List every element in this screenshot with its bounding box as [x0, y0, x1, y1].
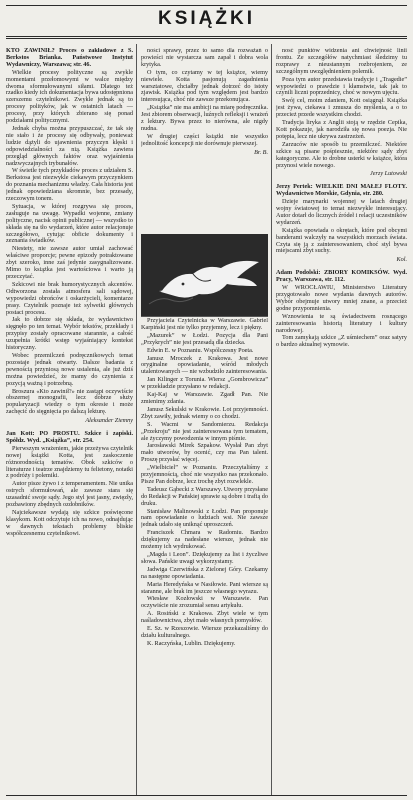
paragraph: Broszura «Kto zawinił?» nie zastąpi oczywiście obszernej monografii, lecz dobrze służy popularyzacji wiedzy o tym okresie i może zachęcić do sięgnięcia po dalszą lekturę. [6, 387, 133, 416]
column-2-letters [141, 318, 268, 796]
author-signature: Br. B. [254, 148, 268, 156]
review-heading: Adam Podolski: ZBIORY KOMIKSÓW. Wyd. Pracy, Warszawa, str. 112. [276, 269, 407, 284]
paragraph: Poza tym autor przedstawia tradycje i „Tragedie” wypowiedzi o prawdzie i kłamstwie, tak jak to czynili liczni poprzednicy, choć w nowym ujęciu. [276, 75, 407, 97]
paragraph: Szkicowi nie brak humorystycznych akcentów. Odtworzona została atmosfera sali sądowej, wypowiedzi obrońców i oskarżycieli, komentarze prasy. Czytelnik poznaje też sylwetki głównych postaci procesu. [6, 280, 133, 316]
column-3 [276, 48, 407, 796]
review-heading: KTO ZAWINIŁ? Proces o zakładowe z S. Berkstos Brianka. Państwowe Instytut Wydawniczy, Warszawa; str. 46. [6, 48, 133, 68]
masthead-double-rule [6, 38, 407, 39]
masthead-top-rule [6, 5, 407, 6]
letter-reply: Wiesław Kozłowski w Warszawie. Pan oczywiście nie zrozumiał sensu artykułu. [141, 595, 268, 610]
paragraph: Sytuacja, w której rozgrywa się proces, zasługuje na uwagę. Wypadki wojenne, zmiany polityczne, nacisk opinii publicznej — wszystko to składa się na tło wydarzeń, które autor relacjonuje szczegółowo, cytując obficie dokumenty i zeznania świadków. [6, 202, 133, 245]
paragraph: Swój cel, moim zdaniem, Kott osiągnął. Książka jest żywa, ciekawa i zmusza do myślenia, a o to przecież przede wszystkim chodzi. [276, 97, 407, 119]
paragraph: Tom zamykają szkice „Z uśmiechem” oraz satyry o bardzo aktualnej wymowie. [276, 334, 407, 349]
paragraph: Wielkie procesy polityczne są zwykle momentami przełomowymi w walce między dwoma sformułowanymi siłami. Dlatego też rzadko kiedy ich dokumentacja bywa udostępniona szerszemu czytelnikowi. Zwykle jednak są to procesy polityków, jak w ostatnich latach — procesy, przy których zbierano się ponad podziałami politycznymi. [6, 68, 133, 125]
letter-reply: S. Wacmi w Sandomierzu. Redakcja „Przekroju” nie jest zainteresowana tym tematem, ale życzymy powodzenia w innym piśmie. [141, 420, 268, 442]
paragraph: Książka opowiada o okrętach, które pod obcymi banderami walczyły na wszystkich morzach świata. Czyta się ją z zainteresowaniem, choć styl bywa miejscami zbyt suchy. [276, 226, 407, 255]
paragraph: Jednak chyba można przypuszczać, że tak się nie stało i że procesy się odbywały, ponieważ ludzie dążyli do ujawnienia przyczyn klęski i odpowiedzialności za nią. Książka zawiera przegląd głównych faktów oraz wyjaśnienia nadzwyczajnych trybunałów. [6, 124, 133, 167]
paragraph: W świetle tych przykładów proces z udziałem S. Berkstosa jest niezwykle ciekawym przyczynkiem do poznania mechanizmu władzy. Cała historia jest jednak opowiedziana skromnie, bez przesady, rzeczowym tonem. [6, 167, 133, 203]
paragraph: „Książka” nie ma ambicji na miarę podręcznika. Jest zbiorem obserwacji, luźnych refleksji i wrażeń z lektury. Bywa przez to nierówna, ale nigdy nudna. [141, 104, 268, 132]
page-title: KSIĄŻKI [158, 8, 255, 29]
paragraph: Tradycja liryka z Anglii stoją w rzędzie Cepika, Kott pokazuje, jak narodziła się nowa poezja. Nie potępia, lecz nie ukrywa zastrzeżeń. [276, 119, 407, 140]
paragraph: W drugiej części książki nie wszystko jednolitość koncepcji nie dorównuje pierwszej. [141, 132, 268, 147]
letter-reply: Tadeusz Gąbecki z Warszawy. Utwory przysłane do Redakcji w Pańskiej sprawie są dobre i trafią do druku. [141, 485, 268, 507]
column-divider [136, 44, 137, 796]
letter-reply: „Wielbiciel” w Poznaniu. Przeczytaliśmy z przyjemnością, choć nie wszystko nas przekonało. Pisze Pan dobrze, lecz trochę zbyt rozwlekle. [141, 464, 268, 485]
review-heading: Jerzy Pertek: WIELKIE DNI MAŁEJ FLOTY. Wydawnictwo Morskie, Gdynia, str. 280. [276, 183, 407, 198]
author-signature: Jerzy Lutowski [370, 170, 407, 178]
paragraph: Autor pisze żywo i z temperamentem. Nie unika ostrych sformułowań, ale zawsze stara się uzasadnić swoje sądy. Jego styl jest jasny, zwięzły, pozbawiony zbędnych ozdobników. [6, 480, 133, 509]
paragraph: O tym, co czytamy w tej książce, wiemy niewiele. Kotta pasjonują zagadnienia warsztatowe, chciałby jednak dotrzeć do istoty zjawisk. Książka pod tym względem jest bardzo interesująca, choć nie zawsze przekonująca. [141, 68, 268, 104]
column-1 [6, 48, 133, 796]
letter-reply: Przyjaciela Czytelnicka w Warszawie. Gabriel Karpiński jest nie tylko przyjemny, lecz i piękny. [141, 318, 268, 331]
masthead-bottom-rule [6, 36, 407, 37]
paragraph: ności sprawy, przez to samo dla rozważań o powieści nie wystarcza sam zapał i dobra wola krytyka. [141, 48, 268, 68]
paragraph: Pierwszym wrażeniem, jakie przeżywa czytelnik nowej książki Kotta, jest zaskoczenie różnorodnością tematów. Obok szkiców o literaturze i teatrze znajdziemy tu felietony, notatki z podróży i polemiki. [6, 444, 133, 480]
paragraph: Wobec przemilczeń podręcznikowych temat pozostaje jednak otwarty. Dalsze badania z pewnością przyniosą nowe ustalenia, ale już dziś można powiedzieć, że mamy do czynienia z pozycją ważną i potrzebną. [6, 351, 133, 387]
letter-reply: Kaj-Kaj w Warszawie. Zgadł Pan. Nie zmienimy zdania. [141, 391, 268, 405]
letter-reply: „Mazurek” w Łodzi. Pozycja dla Pani „Przykrych” nie jest przesadą dla dziecka. [141, 331, 268, 346]
paragraph: Zarzuców nie sposób tu przemilczeć. Niektóre szkice są pisane pośpiesznie, niektóre sądy zbyt kategoryczne. Ale to drobne usterki w książce, która przynosi wiele nowego. [276, 140, 407, 169]
letter-reply: Stanisław Malinowski z Łodzi. Pan proponuje nam opowiadanie o ludziach wsi. Nie zawsze jednak udało się uniknąć uproszczeń. [141, 507, 268, 529]
paragraph: Najciekawsze wydają się szkice poświęcone klasykom. Kott odczytuje ich na nowo, odnajdując w dawnych tekstach problemy bliskie współczesnemu czytelnikowi. [6, 509, 133, 537]
letter-reply: Janusz Sekulski w Krakowie. Lot przyjemności. Zbyt zawiły, jednak wiemy o co chodzi. [141, 405, 268, 420]
letter-reply: E. Sz. w Rzeszowie. Wiersze przekazaliśmy do działu kulturalnego. [141, 625, 268, 639]
paragraph: W WROCŁAWIU, Ministerstwo Literatury przygotowało nowe wydania dawnych autorów. Wybór obejmuje utwory mniej znane, a przecież godne przypomnienia. [276, 284, 407, 312]
letter-reply: Janusz Mroczek z Krakowa. Jest nowe oryginalne opowiadanie, wśród młodych utalentowanych — nie wzbudziło zainteresowania. [141, 354, 268, 376]
section-divider [141, 316, 268, 317]
letter-reply: Maria Heredyńska w Nasiłowie. Pani wiersze są staranne, ale brak im jeszcze własnego wyrazu. [141, 580, 268, 595]
letter-reply: Jadwiga Czerwińska z Zielonej Góry. Czekamy na następne opowiadania. [141, 565, 268, 580]
letter-reply: Franciszek Chmara w Radomiu. Bardzo dziękujemy za nadesłane wiersze, jednak nie możemy ich wydrukować. [141, 529, 268, 551]
letter-reply: K. Raczyńska, Lublin. Dziękujemy. [147, 639, 236, 647]
dove-icon [141, 234, 268, 316]
author-signature: Kol. [396, 256, 407, 264]
letter-reply: A. Rosiński z Krakowa. Zbyt wiele w tym naśladownictwa, zbyt mało własnych pomysłów. [141, 610, 268, 625]
letter-reply: Jarosławski Mirek Szpakow. Wysłał Pan zbyt mało utworów, by ocenić, czy ma Pan talent. Proszę przysłać więcej. [141, 442, 268, 464]
paragraph: Dzieje marynarki wojennej w latach drugiej wojny światowej to temat niezwykle interesujący. Autor dotarł do licznych źródeł i relacji uczestników wydarzeń. [276, 198, 407, 226]
page-bottom-rule [6, 795, 407, 796]
review-heading: Jan Kott: PO PROSTU. Szkice i zapiski. Spółdz. Wyd. „Książka”, str. 254. [6, 430, 133, 444]
masthead [0, 0, 413, 44]
paragraph: Niestety, nie zawsze autor umiał zachować właściwe proporcje; pewne epizody potraktowane zbyt szeroko, inne zaś jedynie zasygnalizowane. Mimo to książka jest wartościowa i warto ją przeczytać. [6, 245, 133, 280]
paragraph: nosć punktów widzenia ani chwiejność linii frontu. Ze szczegółów natychmiast śledzimy tu rozprawy z nieustannym rozbrojeniem, ze szczególnym uwzględnieniem polemik. [276, 48, 407, 75]
paragraph: Wznowienia te są świadectwem rosnącego zainteresowania historią literatury i kultury narodowej. [276, 312, 407, 334]
letter-reply: „Magda i Leon”. Dziękujemy za list i życzliwe słowa. Pańskie uwagi wykorzystamy. [141, 551, 268, 565]
letter-reply: Edwin E. w Poznaniu. Wspólczesny Poeta. [147, 346, 254, 354]
column-divider [271, 44, 272, 796]
author-signature: Aleksander Ziemny [85, 417, 133, 425]
letter-reply: Jan Kilinger z Torunia. Wiersz „Gombrowicza” w przekładzie przysłano w redakcji. [141, 376, 268, 391]
bird-illustration [141, 234, 268, 316]
paragraph: Jak to dobrze się składa, że wydawnictwo sięgnęło po ten temat. Wybór tekstów, przekłady i przypisy zostały opracowane starannie, a całość uzupełnia krótki wstęp wyjaśniający kontekst historyczny. [6, 316, 133, 352]
